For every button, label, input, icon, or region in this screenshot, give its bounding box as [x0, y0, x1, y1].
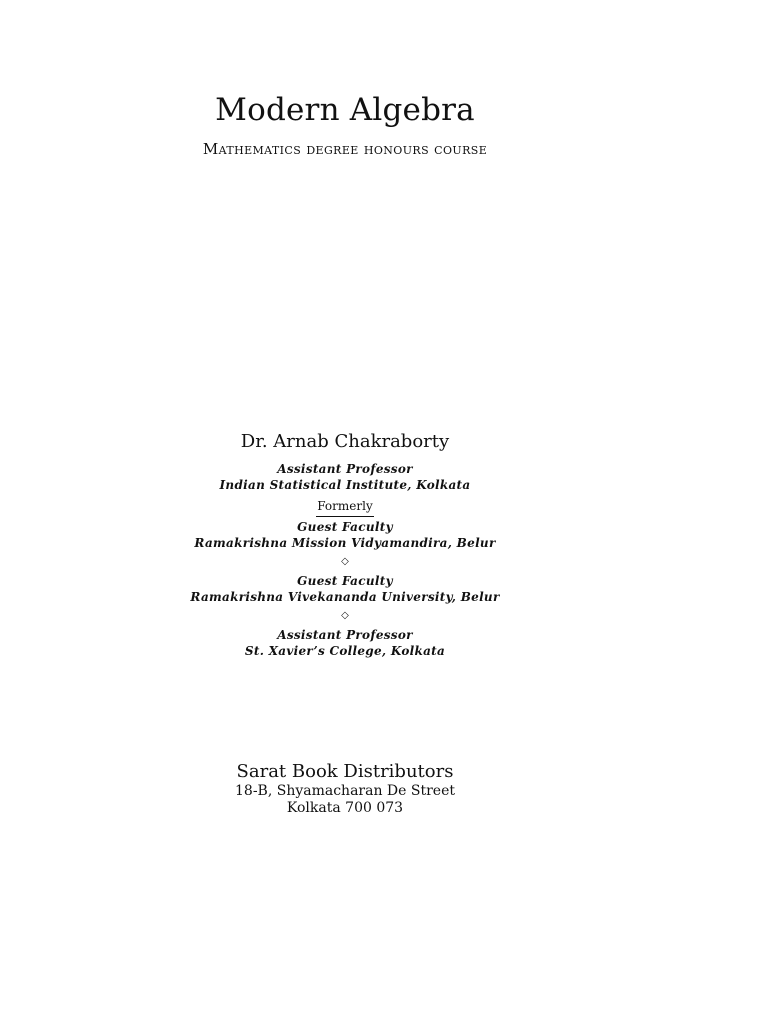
book-title: Modern Algebra [215, 92, 475, 128]
diamond-separator-icon: ◇ [341, 610, 349, 621]
former-institution-2: Ramakrishna Vivekananda University, Belur [190, 590, 500, 604]
former-role-2: Guest Faculty [297, 574, 393, 588]
former-institution-3: St. Xavier’s College, Kolkata [244, 644, 446, 658]
former-role-1: Guest Faculty [297, 520, 393, 534]
current-institution: Indian Statistical Institute, Kolkata [219, 478, 471, 492]
publisher-name: Sarat Book Distributors [236, 761, 454, 782]
publisher-address-line1: 18-B, Shyamacharan De Street [235, 783, 455, 799]
book-subtitle: Mathematics degree honours course [202, 140, 488, 158]
diamond-separator-icon: ◇ [341, 556, 349, 567]
former-institution-1: Ramakrishna Mission Vidyamandira, Belur [194, 536, 496, 550]
formerly-heading [0, 498, 690, 517]
current-role: Assistant Professor [277, 462, 413, 476]
formerly-label: Formerly [316, 498, 373, 517]
publisher-address-line2: Kolkata 700 073 [286, 800, 404, 816]
former-role-3: Assistant Professor [277, 628, 413, 642]
author-name: Dr. Arnab Chakraborty [240, 431, 450, 452]
